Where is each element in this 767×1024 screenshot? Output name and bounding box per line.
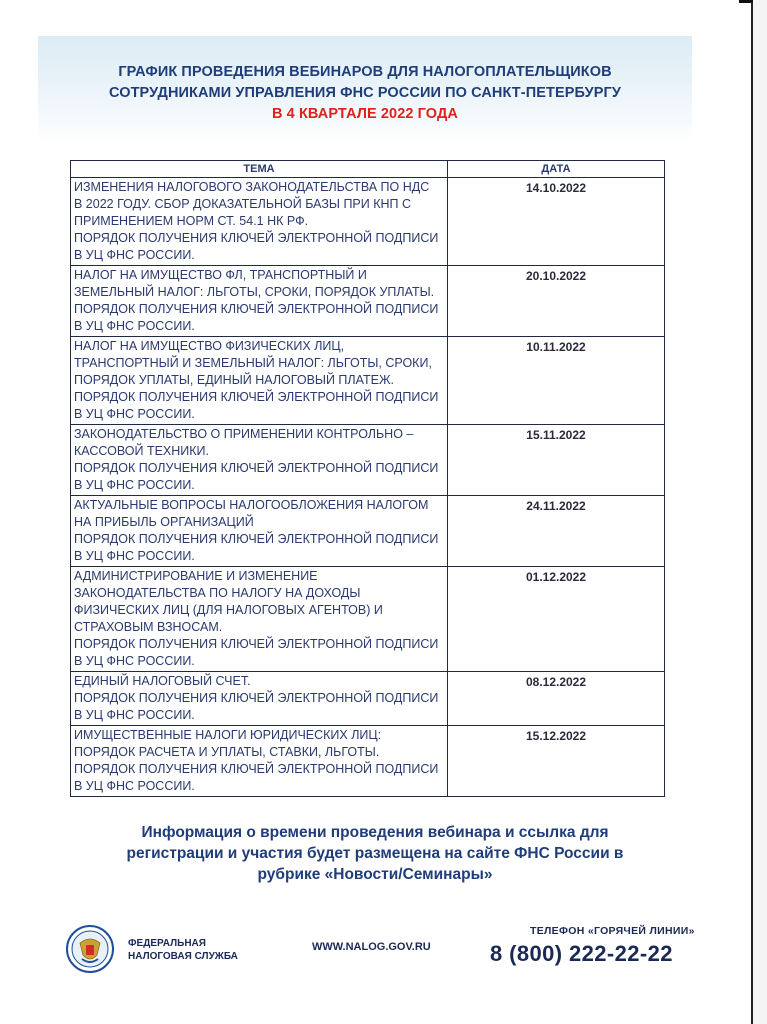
- webinar-topic: [71, 178, 448, 266]
- webinar-date: 08.12.2022: [448, 672, 665, 726]
- webinar-topic-line: В УЦ ФНС РОССИИ.: [74, 708, 195, 722]
- webinar-topic-line: КАССОВОЙ ТЕХНИКИ.: [74, 444, 210, 458]
- title-line-3: В 4 КВАРТАЛЕ 2022 ГОДА: [271, 106, 458, 122]
- info-line-3: рубрике «Новости/Семинары»: [257, 866, 493, 883]
- table-row: [71, 266, 665, 337]
- webinar-topic-line: НАЛОГ НА ИМУЩЕСТВО ФЛ, ТРАНСПОРТНЫЙ И: [74, 268, 367, 282]
- webinar-topic-line: ПОРЯДОК ПОЛУЧЕНИЯ КЛЮЧЕЙ ЭЛЕКТРОННОЙ ПОДПИСИ: [74, 461, 439, 475]
- webinar-topic-line: ПОРЯДОК ПОЛУЧЕНИЯ КЛЮЧЕЙ ЭЛЕКТРОННОЙ ПОДПИСИ: [74, 691, 439, 705]
- webinar-topic-line: ЗАКОНОДАТЕЛЬСТВО О ПРИМЕНЕНИИ КОНТРОЛЬНО –: [74, 427, 414, 441]
- webinar-topic: [71, 672, 448, 726]
- webinar-topic-line: В УЦ ФНС РОССИИ.: [74, 248, 195, 262]
- webinar-topic-line: АКТУАЛЬНЫЕ ВОПРОСЫ НАЛОГООБЛОЖЕНИЯ НАЛОГОМ: [74, 498, 429, 512]
- title-line-2: СОТРУДНИКАМИ УПРАВЛЕНИЯ ФНС РОССИИ ПО САНКТ-ПЕТЕРБУРГУ: [109, 85, 621, 101]
- webinar-date: 24.11.2022: [448, 496, 665, 567]
- webinar-date: 15.12.2022: [448, 726, 665, 797]
- table-row: [71, 425, 665, 496]
- webinar-date: 15.11.2022: [448, 425, 665, 496]
- webinar-topic: [71, 425, 448, 496]
- webinar-topic: [71, 266, 448, 337]
- webinar-topic-line: В УЦ ФНС РОССИИ.: [74, 549, 195, 563]
- table-header-row: [71, 161, 665, 178]
- column-header-topic: ТЕМА: [71, 161, 448, 178]
- webinar-topic-line: ПОРЯДОК ПОЛУЧЕНИЯ КЛЮЧЕЙ ЭЛЕКТРОННОЙ ПОДПИСИ: [74, 637, 439, 651]
- hotline-label: ТЕЛЕФОН «ГОРЯЧЕЙ ЛИНИИ»: [530, 925, 695, 937]
- webinar-topic-line: ПОРЯДОК ПОЛУЧЕНИЯ КЛЮЧЕЙ ЭЛЕКТРОННОЙ ПОДПИСИ: [74, 231, 439, 245]
- table-row: [71, 726, 665, 797]
- table-row: [71, 672, 665, 726]
- website-link[interactable]: WWW.NALOG.GOV.RU: [312, 941, 431, 953]
- registration-info: [80, 822, 670, 885]
- webinar-topic-line: В 2022 ГОДУ. СБОР ДОКАЗАТЕЛЬНОЙ БАЗЫ ПРИ КНП С: [74, 197, 412, 211]
- footer: [0, 915, 767, 985]
- title-line-1: ГРАФИК ПРОВЕДЕНИЯ ВЕБИНАРОВ ДЛЯ НАЛОГОПЛАТЕЛЬЩИКОВ: [118, 64, 612, 80]
- webinar-topic-line: ПОРЯДОК ПОЛУЧЕНИЯ КЛЮЧЕЙ ЭЛЕКТРОННОЙ ПОДПИСИ: [74, 390, 439, 404]
- webinar-topic-line: НА ПРИБЫЛЬ ОРГАНИЗАЦИЙ: [74, 515, 254, 529]
- webinar-topic-line: ЗЕМЕЛЬНЫЙ НАЛОГ: ЛЬГОТЫ, СРОКИ, ПОРЯДОК УПЛАТЫ.: [74, 285, 435, 299]
- table-row: [71, 178, 665, 266]
- webinar-topic-line: В УЦ ФНС РОССИИ.: [74, 407, 195, 421]
- webinar-topic-line: В УЦ ФНС РОССИИ.: [74, 654, 195, 668]
- webinar-topic-line: АДМИНИСТРИРОВАНИЕ И ИЗМЕНЕНИЕ: [74, 569, 318, 583]
- webinar-date: 10.11.2022: [448, 337, 665, 425]
- webinar-topic-line: ПОРЯДОК УПЛАТЫ, ЕДИНЫЙ НАЛОГОВЫЙ ПЛАТЕЖ.: [74, 373, 394, 387]
- webinar-topic-line: ИЗМЕНЕНИЯ НАЛОГОВОГО ЗАКОНОДАТЕЛЬСТВА ПО НДС: [74, 180, 430, 194]
- webinar-topic-line: ТРАНСПОРТНЫЙ И ЗЕМЕЛЬНЫЙ НАЛОГ: ЛЬГОТЫ, СРОКИ,: [74, 356, 432, 370]
- webinar-topic-line: ИМУЩЕСТВЕННЫЕ НАЛОГИ ЮРИДИЧЕСКИХ ЛИЦ:: [74, 728, 382, 742]
- fns-emblem-icon: [66, 925, 114, 973]
- webinar-topic-line: ПОРЯДОК ПОЛУЧЕНИЯ КЛЮЧЕЙ ЭЛЕКТРОННОЙ ПОДПИСИ: [74, 302, 439, 316]
- webinar-topic: [71, 567, 448, 672]
- webinar-topic-line: ПРИМЕНЕНИЕМ НОРМ СТ. 54.1 НК РФ.: [74, 214, 309, 228]
- table-row: [71, 337, 665, 425]
- webinar-date: 01.12.2022: [448, 567, 665, 672]
- info-line-2: регистрации и участия будет размещена на сайте ФНС России в: [126, 845, 624, 862]
- webinar-topic: [71, 337, 448, 425]
- webinar-topic-line: НАЛОГ НА ИМУЩЕСТВО ФИЗИЧЕСКИХ ЛИЦ,: [74, 339, 345, 353]
- webinar-topic-line: ФИЗИЧЕСКИХ ЛИЦ (ДЛЯ НАЛОГОВЫХ АГЕНТОВ) И: [74, 603, 383, 617]
- organization-name-line-2: НАЛОГОВАЯ СЛУЖБА: [128, 951, 238, 962]
- table-row: [71, 496, 665, 567]
- webinar-topic-line: В УЦ ФНС РОССИИ.: [74, 478, 195, 492]
- table-body: [71, 178, 665, 797]
- column-header-date: ДАТА: [448, 161, 665, 178]
- webinar-topic-line: ЕДИНЫЙ НАЛОГОВЫЙ СЧЕТ.: [74, 674, 251, 688]
- table-row: [71, 567, 665, 672]
- webinar-schedule-table: [70, 160, 665, 797]
- webinar-topic: [71, 496, 448, 567]
- scan-page-edge: [751, 0, 767, 1024]
- organization-name-line-1: ФЕДЕРАЛЬНАЯ: [128, 938, 206, 949]
- webinar-topic-line: В УЦ ФНС РОССИИ.: [74, 319, 195, 333]
- webinar-topic-line: ПОРЯДОК ПОЛУЧЕНИЯ КЛЮЧЕЙ ЭЛЕКТРОННОЙ ПОДПИСИ: [74, 532, 439, 546]
- webinar-topic-line: ЗАКОНОДАТЕЛЬСТВА ПО НАЛОГУ НА ДОХОДЫ: [74, 586, 361, 600]
- webinar-topic: [71, 726, 448, 797]
- webinar-date: 20.10.2022: [448, 266, 665, 337]
- webinar-topic-line: ПОРЯДОК ПОЛУЧЕНИЯ КЛЮЧЕЙ ЭЛЕКТРОННОЙ ПОДПИСИ: [74, 762, 439, 776]
- hotline-phone[interactable]: 8 (800) 222-22-22: [490, 941, 673, 966]
- webinar-topic-line: В УЦ ФНС РОССИИ.: [74, 779, 195, 793]
- webinar-topic-line: СТРАХОВЫМ ВЗНОСАМ.: [74, 620, 223, 634]
- organization-name: [128, 937, 248, 963]
- webinar-topic-line: ПОРЯДОК РАСЧЕТА И УПЛАТЫ, СТАВКИ, ЛЬГОТЫ.: [74, 745, 380, 759]
- info-line-1: Информация о времени проведения вебинара и ссылка для: [141, 824, 609, 841]
- webinar-date: 14.10.2022: [448, 178, 665, 266]
